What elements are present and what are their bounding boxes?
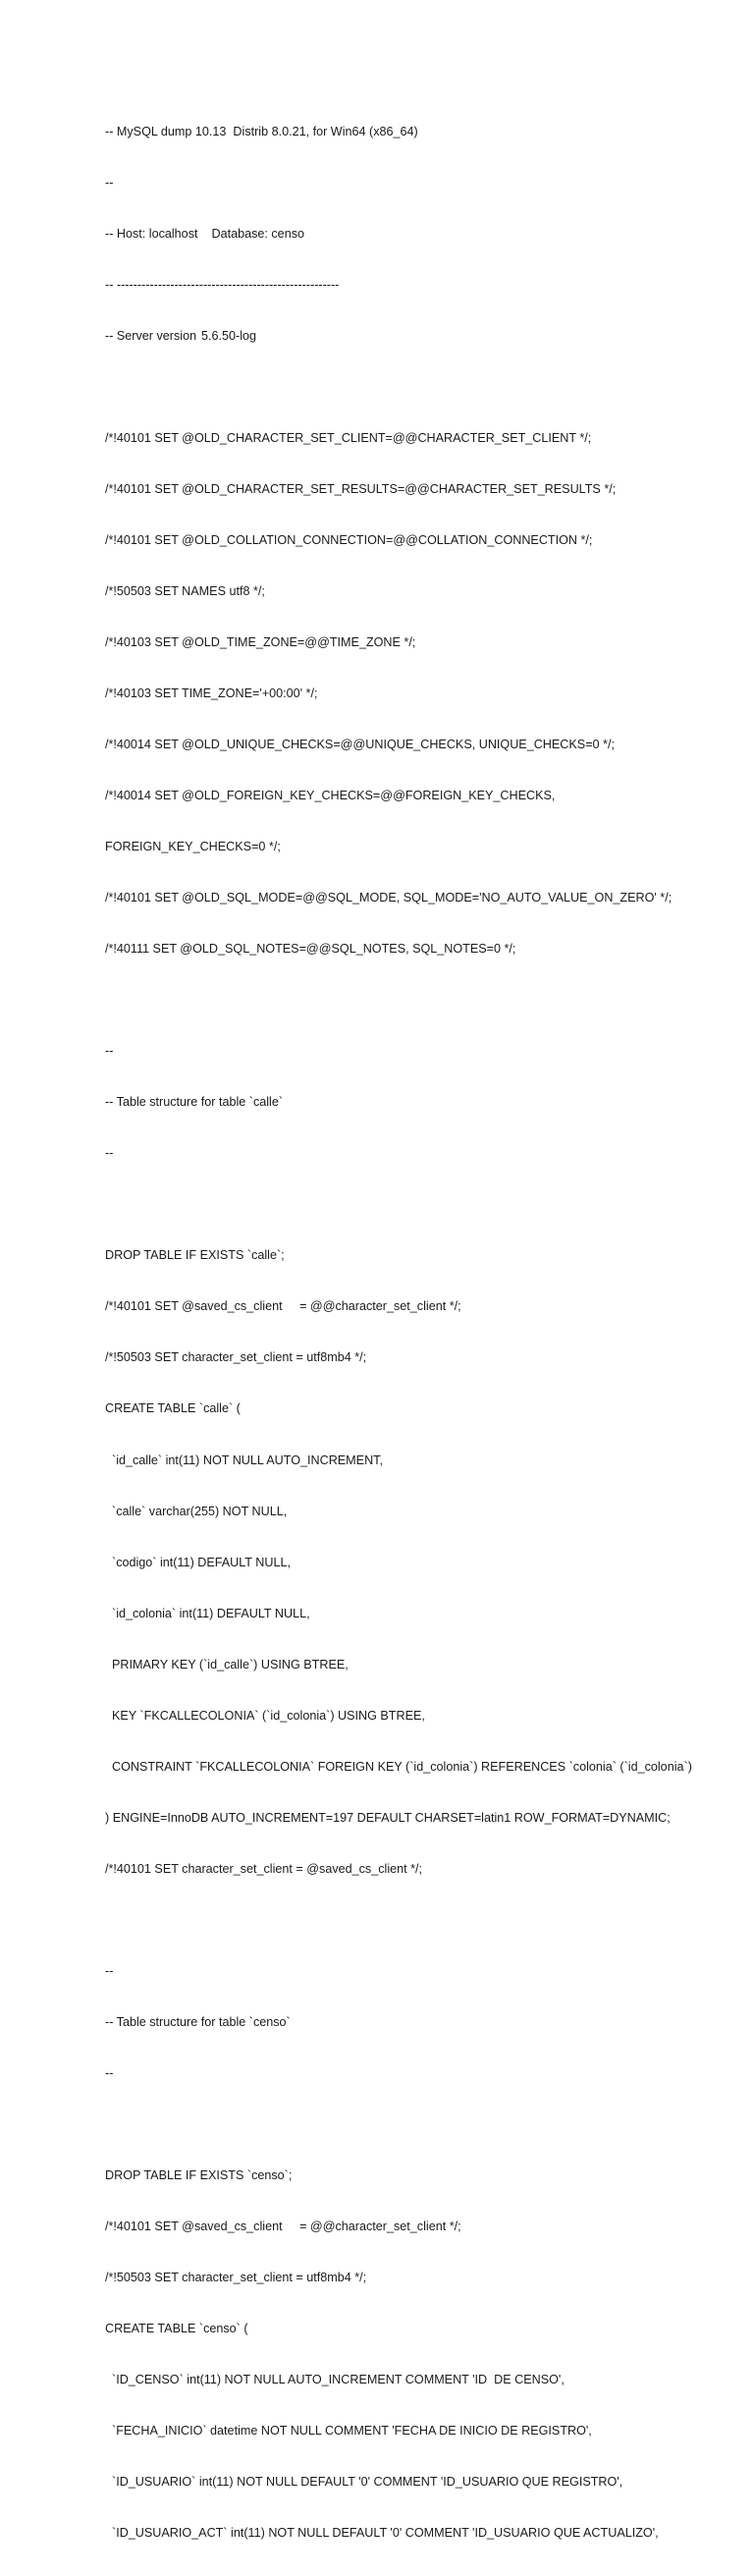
document-line: `ID_USUARIO_ACT` int(11) NOT NULL DEFAULT '0' COMMENT 'ID_USUARIO QUE ACTUALIZO', [105,2526,659,2541]
document-line: /*!40014 SET @OLD_FOREIGN_KEY_CHECKS=@@FOREIGN_KEY_CHECKS, [105,789,556,803]
document-line: -- [105,175,114,190]
document-line [105,1912,743,1929]
document-line: PRIMARY KEY (`id_calle`) USING BTREE, [105,1657,349,1672]
document-line: /*!40101 SET @saved_cs_client = @@character_set_client */; [105,2219,461,2233]
document-line: -- Table structure for table `calle` [105,1095,284,1110]
document-line: CREATE TABLE `censo` ( [105,2322,248,2336]
document-line: /*!40101 SET @OLD_CHARACTER_SET_RESULTS=@@CHARACTER_SET_RESULTS */; [105,481,617,496]
document-line [105,1196,743,1213]
document-line: /*!40101 SET @OLD_CHARACTER_SET_CLIENT=@@CHARACTER_SET_CLIENT */; [105,430,592,445]
document-line: `FECHA_INICIO` datetime NOT NULL COMMENT 'FECHA DE INICIO DE REGISTRO', [105,2424,592,2439]
document-line: `codigo` int(11) DEFAULT NULL, [105,1555,291,1569]
document-line: /*!40101 SET character_set_client = @saved_cs_client */; [105,1861,423,1876]
document-line: CONSTRAINT `FKCALLECOLONIA` FOREIGN KEY (`id_colonia`) REFERENCES `colonia` (`id_colonia`) [105,1759,692,1774]
document-line: DROP TABLE IF EXISTS `censo`; [105,2167,293,2182]
document-line: `id_colonia` int(11) DEFAULT NULL, [105,1606,310,1620]
document-line: -- Host: localhost Database: censo [105,226,304,241]
document-line: /*!40103 SET TIME_ZONE='+00:00' */; [105,686,318,701]
document-line: `id_calle` int(11) NOT NULL AUTO_INCREMENT, [105,1452,383,1467]
document-line: `ID_CENSO` int(11) NOT NULL AUTO_INCREMENT COMMENT 'ID DE CENSO', [105,2373,565,2387]
document-line [105,992,743,1009]
document-line: -- [105,1963,114,1978]
document-line: -- ------------------------------------------------------ [105,277,340,292]
document-line [105,379,743,396]
document-body [105,89,743,2576]
document-line: FOREIGN_KEY_CHECKS=0 */; [105,840,281,854]
document-line [105,2116,743,2133]
document-line: /*!40111 SET @OLD_SQL_NOTES=@@SQL_NOTES, SQL_NOTES=0 */; [105,942,516,957]
document-line: DROP TABLE IF EXISTS `calle`; [105,1248,285,1263]
document-line: /*!40101 SET @OLD_SQL_MODE=@@SQL_MODE, SQL_MODE='NO_AUTO_VALUE_ON_ZERO' */; [105,891,673,905]
document-line: KEY `FKCALLECOLONIA` (`id_colonia`) USING BTREE, [105,1708,425,1723]
document-line: `ID_USUARIO` int(11) NOT NULL DEFAULT '0' COMMENT 'ID_USUARIO QUE REGISTRO', [105,2475,623,2490]
document-line: `calle` varchar(255) NOT NULL, [105,1504,288,1518]
document-line: /*!50503 SET character_set_client = utf8mb4 */; [105,2271,367,2284]
document-line: ) ENGINE=InnoDB AUTO_INCREMENT=197 DEFAULT CHARSET=latin1 ROW_FORMAT=DYNAMIC; [105,1810,671,1825]
document-line: /*!40101 SET @OLD_COLLATION_CONNECTION=@@COLLATION_CONNECTION */; [105,532,593,547]
document-line: /*!50503 SET character_set_client = utf8mb4 */; [105,1350,367,1365]
document-line: -- [105,1146,114,1161]
document-line: /*!50503 SET NAMES utf8 */; [105,583,265,598]
document-line: -- [105,1044,114,1059]
document-line: -- Table structure for table `censo` [105,2014,291,2029]
document-line: /*!40014 SET @OLD_UNIQUE_CHECKS=@@UNIQUE_CHECKS, UNIQUE_CHECKS=0 */; [105,738,615,752]
document-line: -- Server version 5.6.50-log [105,328,256,343]
document-line: /*!40103 SET @OLD_TIME_ZONE=@@TIME_ZONE */; [105,635,416,649]
document-line: CREATE TABLE `calle` ( [105,1401,241,1416]
document-line: -- MySQL dump 10.13 Distrib 8.0.21, for Win64 (x86_64) [105,124,418,138]
document-line: /*!40101 SET @saved_cs_client = @@character_set_client */; [105,1299,461,1314]
document-line: -- [105,2065,114,2080]
